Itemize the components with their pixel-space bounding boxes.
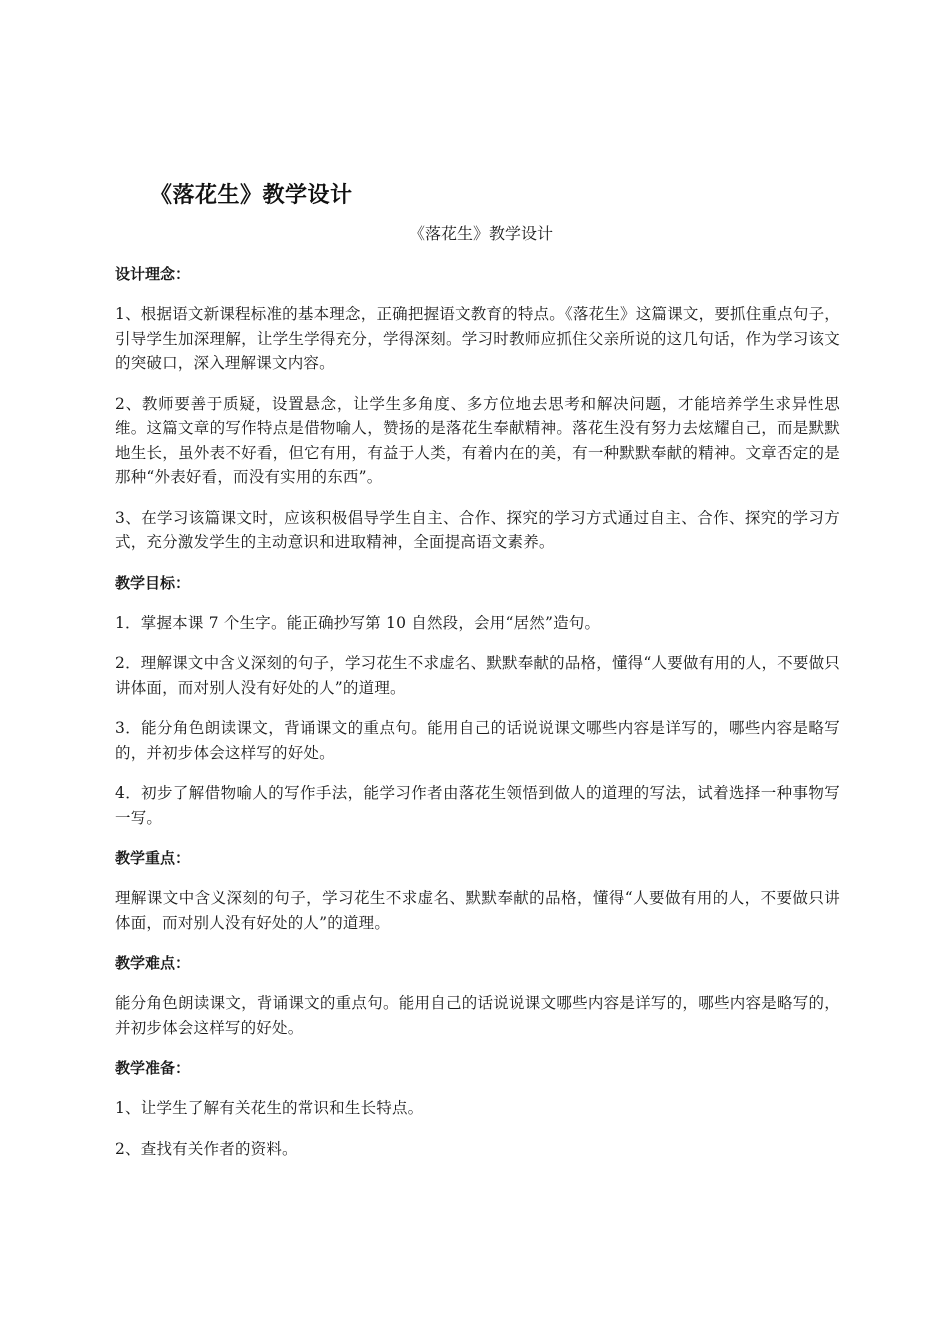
- section-teaching-goals: [115, 571, 840, 831]
- paragraph: 2、查找有关作者的资料。: [115, 1139, 298, 1158]
- section-heading: 教学重点：: [115, 849, 191, 867]
- section-heading: 教学目标：: [115, 573, 191, 592]
- document-body: [115, 262, 840, 1177]
- section-teaching-focus: [115, 846, 840, 935]
- section-teaching-preparation: [115, 1056, 840, 1161]
- section-heading: 设计理念：: [115, 265, 191, 283]
- paragraph: 能分角色朗读课文，背诵课文的重点句。能用自己的话说说课文哪些内容是详写的，哪些内容是略写的，并初步体会这样写的好处。: [115, 994, 840, 1037]
- paragraph: 理解课文中含义深刻的句子，学习花生不求虚名、默默奉献的品格，懂得“人要做有用的人，不要做只讲体面，而对别人没有好处的人”的道理。: [115, 889, 840, 932]
- section-heading: 教学难点：: [115, 954, 191, 972]
- paragraph: 4．初步了解借物喻人的写作手法，能学习作者由落花生领悟到做人的道理的写法，试着选择一种事物写一写。: [115, 784, 840, 827]
- paragraph: 1、根据语文新课程标准的基本理念，正确把握语文教育的特点。《落花生》这篇课文，要抓住重点句子，引导学生加深理解，让学生学得充分，学得深刻。学习时教师应抓住父亲所说的这几句话，作为学习该文的突破口，深入理解课文内容。: [115, 305, 840, 372]
- paragraph: 1、让学生了解有关花生的常识和生长特点。: [115, 1099, 424, 1117]
- paragraph: 2、教师要善于质疑，设置悬念，让学生多角度、多方位地去思考和解决问题，才能培养学生求异性思维。这篇文章的写作特点是借物喻人，赞扬的是落花生奉献精神。落花生没有努力去炫耀自己，而是默默地生长，虽外表不好看，但它有用，有益于人类，有着内在的美，有一种默默奉献的精神。文章否定的是那种“外表好看，而没有实用的东西”。: [115, 394, 840, 486]
- section-design-concept: [115, 262, 840, 555]
- paragraph: 1．掌握本课 7 个生字。能正确抄写第 10 自然段，会用“居然”造句。: [115, 613, 601, 632]
- document-title: 《落花生》教学设计: [150, 183, 353, 208]
- paragraph: 3、在学习该篇课文时，应该积极倡导学生自主、合作、探究的学习方式通过自主、合作、探究的学习方式，充分激发学生的主动意识和进取精神，全面提高语文素养。: [115, 508, 840, 551]
- paragraph: 3．能分角色朗读课文，背诵课文的重点句。能用自己的话说说课文哪些内容是详写的，哪些内容是略写的，并初步体会这样写的好处。: [115, 719, 840, 762]
- section-heading: 教学准备：: [115, 1059, 191, 1077]
- paragraph: 2．理解课文中含义深刻的句子，学习花生不求虚名、默默奉献的品格，懂得“人要做有用的人，不要做只讲体面，而对别人没有好处的人”的道理。: [115, 654, 840, 697]
- section-teaching-difficulty: [115, 951, 840, 1040]
- document-subtitle: 《落花生》教学设计: [408, 224, 553, 243]
